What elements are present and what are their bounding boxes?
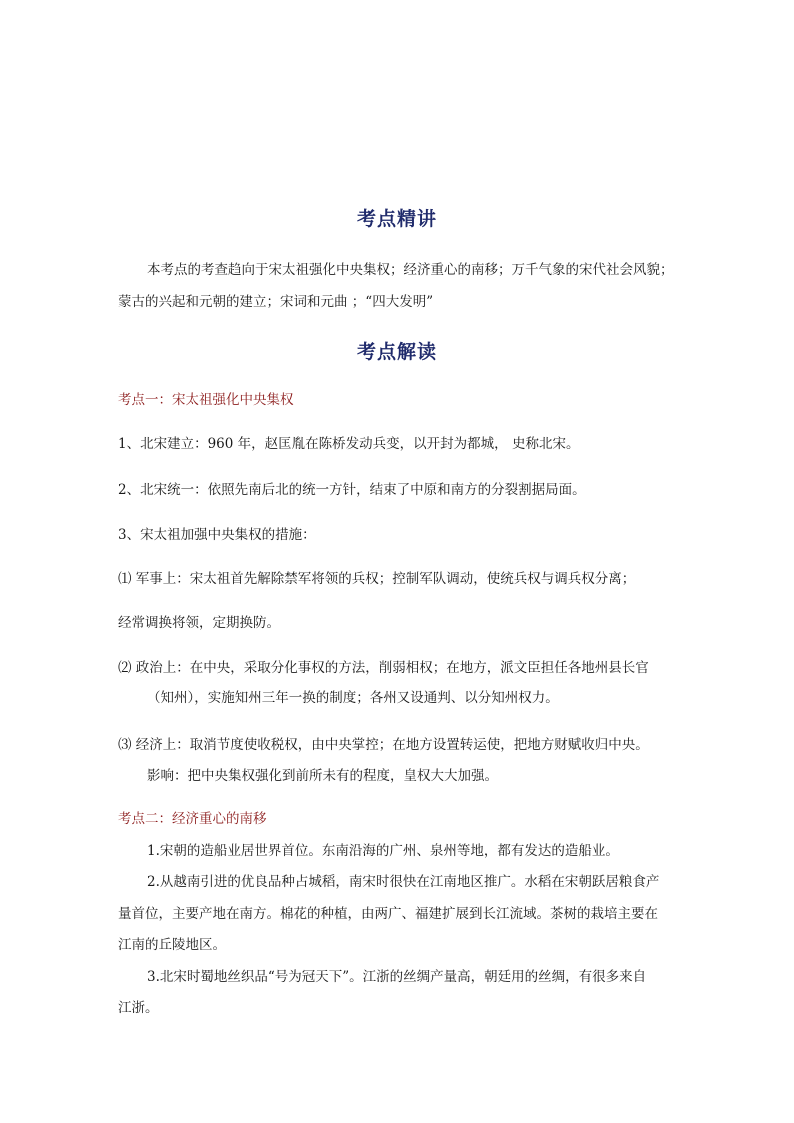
intro-line-1: 本考点的考查趋向于宋太祖强化中央集权；经济重心的南移；万千气象的宋代社会风貌； (147, 262, 674, 278)
point2-item-3-line-2: 江浙。 (118, 1000, 159, 1016)
point1-sub-2-cont: （知州），实施知州三年一换的制度；各州又设通判、以分知州权力。 (147, 690, 559, 706)
intro-line-2: 蒙古的兴起和元朝的建立；宋词和元曲 ；“四大发明” (118, 294, 434, 310)
section-title-jiedu: 考点解读 (356, 341, 437, 363)
point1-item-3: 3、宋太祖加强中央集权的措施： (118, 527, 316, 543)
point2-heading: 考点二：经济重心的南移 (118, 811, 267, 827)
point1-item-1: 1、北宋建立：960 年，赵匡胤在陈桥发动兵变，以开封为都城， 史称北宋。 (118, 436, 580, 452)
point2-item-2-line-2: 量首位，主要产地在南方。棉花的种植，由两广、福建扩展到长江流域。茶树的栽培主要在 (118, 906, 658, 922)
point1-heading: 考点一：宋太祖强化中央集权 (118, 392, 294, 408)
point1-sub-1: ⑴ 军事上：宋太祖首先解除禁军将领的兵权；控制军队调动，使统兵权与调兵权分离； (118, 571, 636, 587)
point2-item-1: 1.宋朝的造船业居世界首位。东南沿海的广州、泉州等地，都有发达的造船业。 (147, 843, 619, 859)
point1-sub-3: ⑶ 经济上：取消节度使收税权，由中央掌控；在地方设置转运使，把地方财赋收归中央。 (118, 737, 649, 753)
section-title-jingjiang: 考点精讲 (356, 208, 437, 230)
point1-item-2: 2、北宋统一：依照先南后北的统一方针，结束了中原和南方的分裂割据局面。 (118, 482, 586, 498)
point1-sub-1-cont: 经常调换将领，定期换防。 (118, 615, 280, 631)
point1-sub-2: ⑵ 政治上：在中央，采取分化事权的方法，削弱相权；在地方，派文臣担任各地州县长官 (118, 660, 649, 676)
point2-item-3-line-1: 3.北宋时蜀地丝织品“号为冠天下”。江浙的丝绸产量高，朝廷用的丝绸，有很多来自 (147, 969, 647, 985)
point2-item-2-line-3: 江南的丘陵地区。 (118, 937, 226, 953)
point2-item-2-line-1: 2.从越南引进的优良品种占城稻，南宋时很快在江南地区推广。水稻在宋朝跃居粮食产 (147, 874, 660, 890)
point1-impact: 影响：把中央集权强化到前所未有的程度，皇权大大加强。 (147, 768, 498, 784)
